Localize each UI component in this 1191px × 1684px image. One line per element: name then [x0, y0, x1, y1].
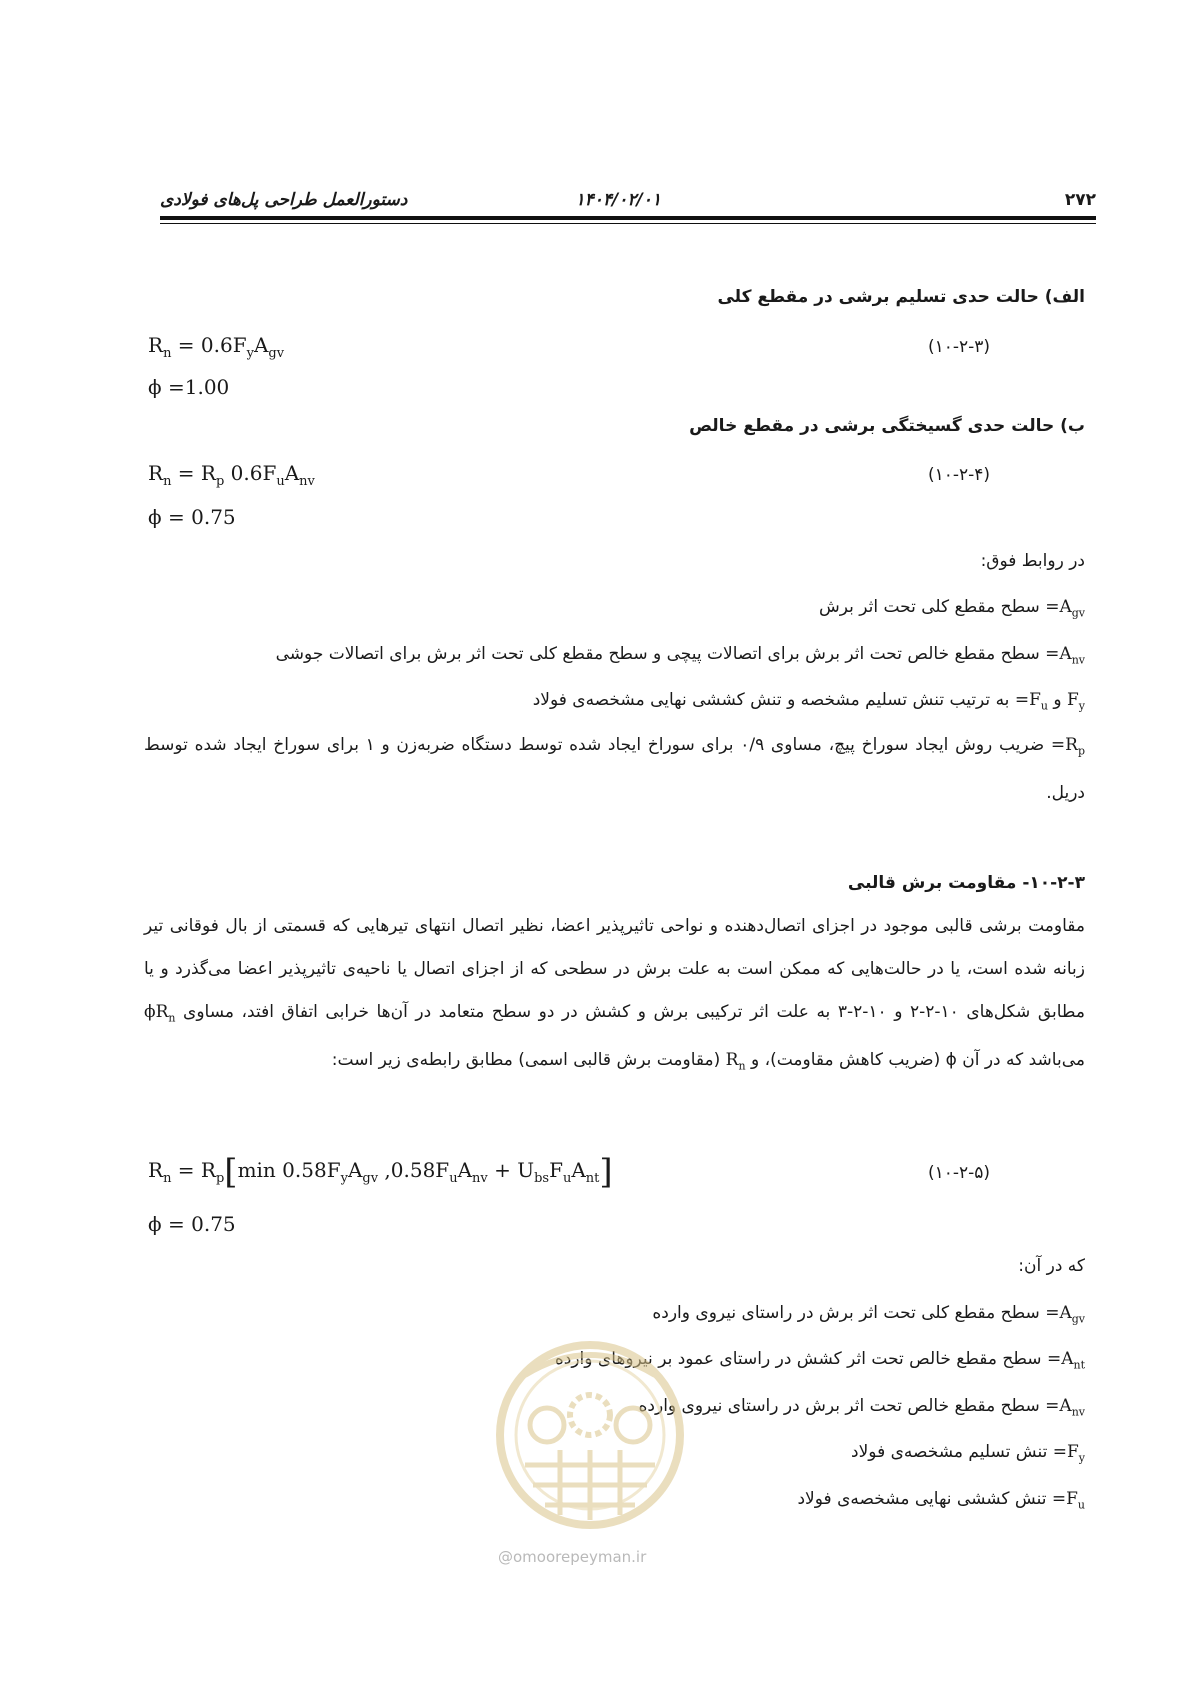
definition-ant: $A_{nt}=$ سطح مقطع خالص تحت اثر کشش در راستای عمود بر نیروهای وارده: [554, 1349, 1085, 1372]
header-date: ۱۴۰۴/۰۲/۰۱: [575, 190, 661, 210]
definition-anv: $A_{nv}=$ سطح مقطع خالص تحت اثر برش برای اتصالات پیچی و سطح مقطع کلی تحت اثر برش برای اتصالات جوشی: [275, 644, 1085, 667]
phi-value-c: ϕ = 0.75: [148, 1212, 236, 1236]
section-a-heading: الف) حالت حدی تسلیم برشی در مقطع کلی: [717, 287, 1085, 307]
phi-value-b: ϕ = 0.75: [148, 505, 236, 529]
definitions-intro: در روابط فوق:: [980, 551, 1085, 571]
definition-fy: $F_y=$ تنش تسلیم مشخصه‌ی فولاد: [851, 1442, 1085, 1465]
equation-label-10-2-3: (۱۰-۲-۳): [928, 337, 991, 357]
section-10-2-3-heading: ۱۰-۲-۳- مقاومت برش قالبی: [847, 873, 1085, 893]
section-b-heading: ب) حالت حدی گسیختگی برشی در مقطع خالص: [689, 416, 1085, 436]
header-title: دستورالعمل طراحی پل‌های فولادی: [160, 190, 408, 210]
page-number: ۲۷۲: [1064, 190, 1096, 210]
definition-rp: $R_p=$ ضریب روش ایجاد سوراخ پیچ، مساوی ۰/۹ برای سوراخ ایجاد شده توسط دستگاه ضربه‌زن و ۱ برای سوراخ ایجاد شده توسط دریل.: [144, 735, 1085, 804]
definition-fu: $F_u=$ تنش کششی نهایی مشخصه‌ی فولاد: [797, 1489, 1085, 1512]
header-rule-thick: [160, 216, 1096, 220]
definitions-intro-2: که در آن:: [1018, 1256, 1085, 1276]
watermark-text: @omoorepeyman.ir: [498, 1548, 647, 1566]
definition-agv: $A_{gv}=$ سطح مقطع کلی تحت اثر برش: [818, 597, 1085, 620]
running-header: [160, 190, 1096, 218]
header-rule-thin: [160, 223, 1096, 224]
equation-10-2-3: $R_n = 0.6F_yA_{gv}$: [148, 333, 285, 361]
phi-value-a: ϕ =1.00: [148, 375, 230, 399]
definition-agv-2: $A_{gv}=$ سطح مقطع کلی تحت اثر برش در راستای نیروی وارده: [652, 1303, 1085, 1326]
block-shear-paragraph: مقاومت برشی قالبی موجود در اجزای اتصال‌دهنده و نواحی تاثیرپذیر اعضا، نظیر اتصال انتهای تیرهایی که قسمتی از بال فوقانی تیر زبانه شده است، یا در حالت‌هایی که ممکن است به علت برش در سطحی که از اجزای اتصال یا ناحیه‌ی تاثیرپذیر اعضا می‌گذرد و یا مطابق شکل‌های ۱۰-۲-۲ و ۱۰-۲-۳ به علت اثر ترکیبی برش و کشش در دو سطح متعامد در آن‌ها خرابی اتفاق افتد، مساوی $\phi R_n$ می‌باشد که در آن ϕ (ضریب کاهش مقاومت)، و $R_n$ (مقاومت برش قالبی اسمی) مطابق رابطه‌ی زیر است:: [144, 916, 1085, 1073]
equation-10-2-4: $R_n = R_p$ $0.6F_uA_{nv}$: [148, 461, 315, 489]
equation-label-10-2-4: (۱۰-۲-۴): [928, 465, 991, 485]
definition-anv-2: $A_{nv}=$ سطح مقطع خالص تحت اثر برش در راستای نیروی وارده: [638, 1396, 1085, 1419]
equation-10-2-5: $R_n = R_p[\min$ $0.58F_yA_{gv}$ $,0.58F_uA_{nv} + U_{bs}F_uA_{nt}$]: [148, 1152, 613, 1192]
definition-fy-fu: $F_y$ و $F_u=$ به ترتیب تنش تسلیم مشخصه و تنش کششی نهایی مشخصه‌ی فولاد: [532, 690, 1085, 713]
equation-label-10-2-5: (۱۰-۲-۵): [928, 1163, 991, 1183]
watermark-seal-icon: [485, 1315, 695, 1555]
